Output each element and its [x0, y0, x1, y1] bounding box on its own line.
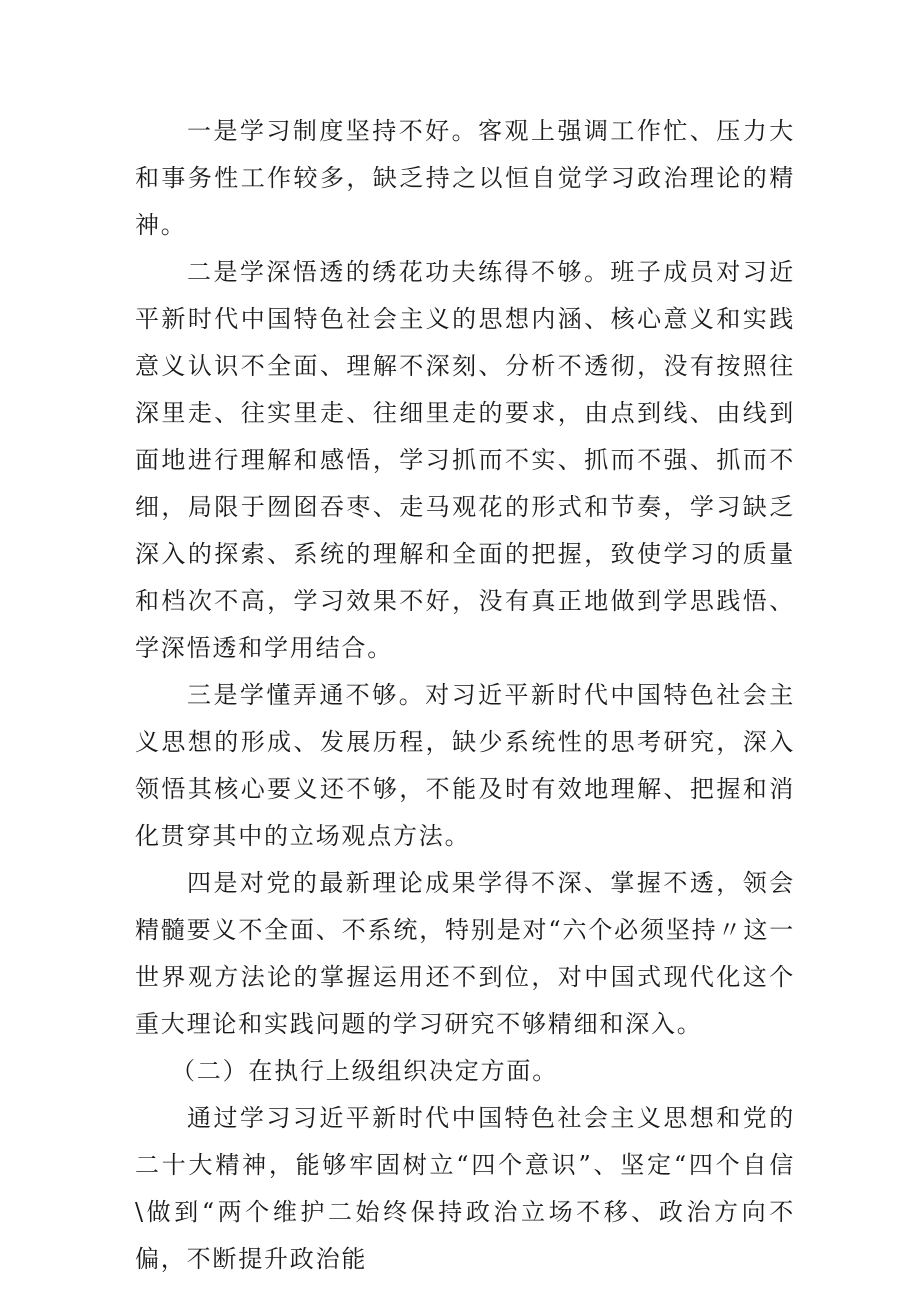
paragraph-closing: 通过学习习近平新时代中国特色社会主义思想和党的二十大精神，能够牢固树立“四个意识”、坚定“四个自信\做到“两个维护二始终保持政治立场不移、政治方向不偏，不断提升政治能 [135, 1104, 795, 1273]
document-body [135, 108, 795, 1283]
paragraph-latest-theory: 四是对党的最新理论成果学得不深、掌握不透，领会精髓要义不全面、不系统，特别是对“六个必须坚持〃这一世界观方法论的掌握运用还不到位，对中国式现代化这个重大理论和实践问题的学习研究不够精细和深入。 [135, 869, 795, 1038]
paragraph-understanding: 三是学懂弄通不够。对习近平新时代中国特色社会主义思想的形成、发展历程，缺少系统性的思考研究，深入领悟其核心要义还不够，不能及时有效地理解、把握和消化贯穿其中的立场观点方法。 [135, 681, 795, 850]
section-heading: （二）在执行上级组织决定方面。 [171, 1057, 558, 1085]
paragraph-deep-study: 二是学深悟透的绣花功夫练得不够。班子成员对习近平新时代中国特色社会主义的思想内涵、核心意义和实践意义认识不全面、理解不深刻、分析不透彻，没有按照往深里走、往实里走、往细里走的要求，由点到线、由线到面地进行理解和感悟，学习抓而不实、抓而不强、抓而不细，局限于囫囵吞枣、走马观花的形式和节奏，学习缺乏深入的探索、系统的理解和全面的把握，致使学习的质量和档次不高，学习效果不好，没有真正地做到学思践悟、学深悟透和学用结合。 [135, 258, 795, 662]
paragraph-study-system: 一是学习制度坚持不好。客观上强调工作忙、压力大和事务性工作较多，缺乏持之以恒自觉学习政治理论的精神。 [135, 117, 795, 239]
